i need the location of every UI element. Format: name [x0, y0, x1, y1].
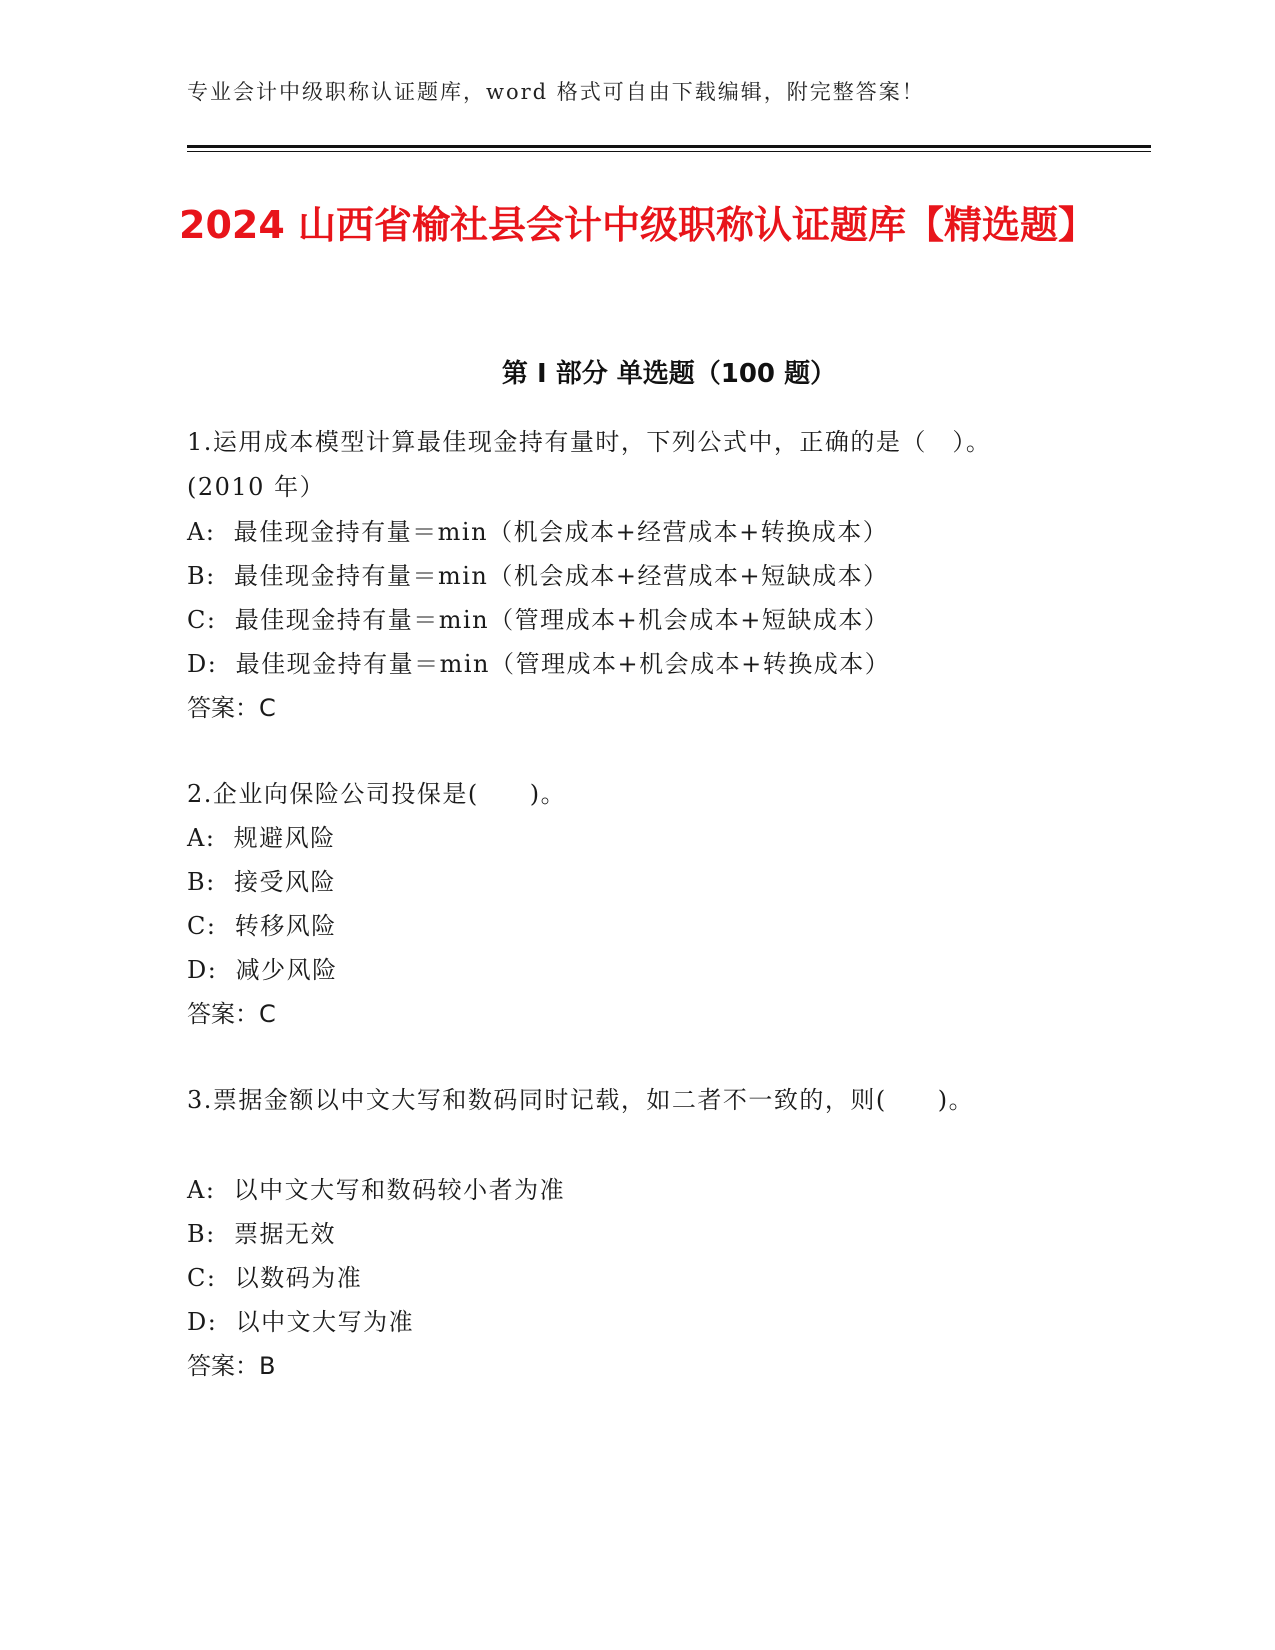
question-stem: 1.运用成本模型计算最佳现金持有量时，下列公式中，正确的是（ ）。(2010 年） [187, 428, 992, 501]
question-stem: 2.企业向保险公司投保是( )。 [187, 780, 567, 808]
option-b: B: 接受风险 [187, 868, 336, 896]
answer: 答案：C [187, 694, 276, 722]
answer: 答案：C [187, 1000, 276, 1028]
option-b: B: 票据无效 [187, 1220, 336, 1248]
header-note: 专业会计中级职称认证题库，word 格式可自由下载编辑，附完整答案！ [187, 80, 925, 104]
option-d: D: 以中文大写为准 [187, 1308, 415, 1336]
option-c: C: 以数码为准 [187, 1264, 363, 1292]
header-rule-thin [187, 151, 1151, 152]
header-rule-thick [187, 145, 1151, 148]
option-c: C: 转移风险 [187, 912, 337, 940]
option-d: D: 减少风险 [187, 956, 338, 984]
option-c: C: 最佳现金持有量＝min（管理成本+机会成本+短缺成本） [187, 606, 890, 634]
document-title: 2024 山西省榆社县会计中级职称认证题库【精选题】 [179, 203, 1096, 247]
option-a: A: 最佳现金持有量＝min（机会成本+经营成本+转换成本） [187, 518, 889, 546]
option-a: A: 规避风险 [187, 824, 336, 852]
option-a: A: 以中文大写和数码较小者为准 [187, 1176, 566, 1204]
question-stem: 3.票据金额以中文大写和数码同时记载，如二者不一致的，则( )。 [187, 1086, 975, 1114]
option-d: D: 最佳现金持有量＝min（管理成本+机会成本+转换成本） [187, 650, 891, 678]
answer: 答案：B [187, 1352, 276, 1380]
section-title: 第 I 部分 单选题（100 题） [501, 359, 837, 389]
option-b: B: 最佳现金持有量＝min（机会成本+经营成本+短缺成本） [187, 562, 889, 590]
